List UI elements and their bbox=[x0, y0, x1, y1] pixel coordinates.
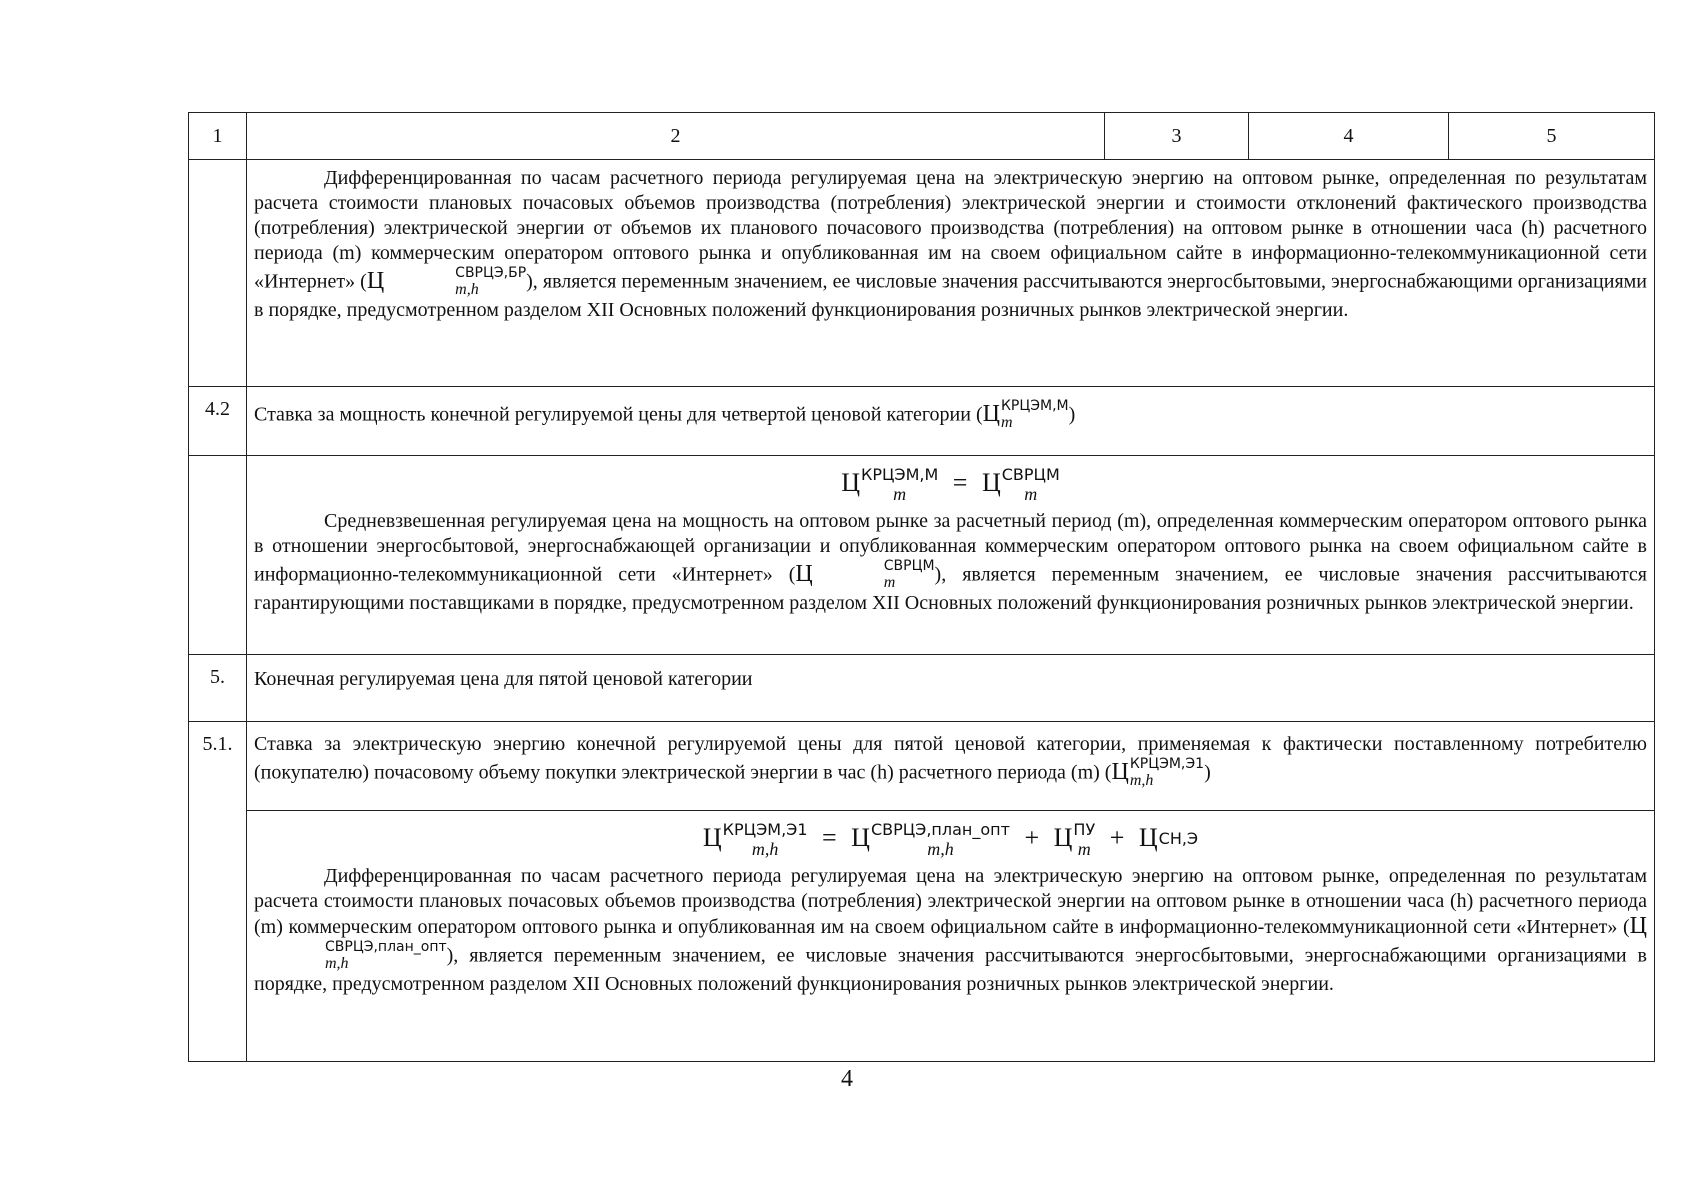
table-row-energy-formula bbox=[189, 811, 1655, 1062]
row-title: Ставка за мощность конечной регулируемой цены для четвертой ценовой категории ( bbox=[254, 403, 983, 426]
paragraph-energy bbox=[254, 864, 1647, 997]
symbol-base: Ц bbox=[1111, 758, 1129, 785]
symbol-scripts bbox=[723, 822, 808, 858]
symbol-subscript: m,h bbox=[455, 281, 479, 298]
row-number-cell: 4.2 bbox=[189, 387, 247, 456]
formula-capacity bbox=[254, 466, 1647, 503]
table-header-row bbox=[189, 113, 1655, 160]
symbol-superscript: КРЦЭМ,Э1 bbox=[1129, 756, 1205, 772]
plus-sign: + bbox=[1024, 823, 1040, 852]
symbol-subscript: m bbox=[893, 484, 907, 505]
equals-sign: = bbox=[822, 823, 837, 852]
row-content-cell bbox=[247, 655, 1655, 722]
paragraph-text: Дифференцированная по часам расчетного периода регулируемая цена на электрическую энергию на оптовом рынке, определенная по результатам расчета стоимости плановых почасовых объемов производства (потребления) электрической энергии и стоимости отклонений фактического производства (потребления) электрической энергии от объемов их планового почасового производства (потребления) на оптовом рынке в отношении часа (h) расчетного периода (m) коммерческим оператором оптового рынка и опубликованная им на своем официальном сайте в информационно-телекоммуникационной сети «Интернет» ( bbox=[254, 167, 1647, 293]
price-symbol bbox=[366, 265, 527, 298]
symbol-scripts bbox=[1073, 822, 1095, 858]
table-row-5-1 bbox=[189, 722, 1655, 811]
symbol-base: Ц bbox=[1138, 823, 1158, 852]
table-row-4-2 bbox=[189, 387, 1655, 456]
row-title: ) bbox=[1068, 403, 1076, 426]
symbol-superscript: СВРЦЭ,БР bbox=[455, 265, 527, 281]
row-number-cell: 5.1. bbox=[189, 722, 247, 1062]
symbol-scripts bbox=[861, 467, 938, 503]
page-number: 4 bbox=[841, 1066, 853, 1092]
symbol-subscript: m,h bbox=[927, 839, 954, 860]
header-col-3: 3 bbox=[1105, 113, 1249, 160]
symbol-base: Ц bbox=[841, 468, 860, 497]
symbol-superscript: СВРЦМ bbox=[883, 558, 935, 575]
symbol-scripts bbox=[1159, 831, 1198, 849]
symbol-subscript: m,h bbox=[751, 839, 779, 860]
header-col-5: 5 bbox=[1449, 113, 1655, 160]
row-content-cell bbox=[247, 811, 1655, 1062]
paragraph-text: ), является переменным значением, ее числовые значения рассчитываются энергосбытовыми, энергоснабжающими организациями в порядке, предусмотренном разделом XII Основных положений функционирования розничных рынков электрической энергии. bbox=[254, 270, 1648, 321]
symbol-subscript: m,h bbox=[1129, 772, 1154, 789]
price-symbol bbox=[1111, 756, 1205, 789]
symbol-base: Ц bbox=[366, 267, 385, 294]
paragraph-text: Средневзвешенная регулируемая цена на мощность на оптовом рынке за расчетный период (m), определенная коммерческим оператором оптового рынка в отношении энергосбытовой, энергоснабжающей организации и опубликованная коммерческим оператором оптового рынка на своем официальном сайте в информационно-телекоммуникационной сети «Интернет» ( bbox=[254, 510, 1647, 586]
symbol-base: Ц bbox=[795, 560, 813, 587]
symbol-base: Ц bbox=[702, 823, 722, 852]
symbol-superscript: КРЦЭМ,М bbox=[1000, 398, 1069, 414]
symbol-base: Ц bbox=[1053, 823, 1073, 852]
symbol-scripts bbox=[385, 266, 526, 298]
equals-sign: = bbox=[952, 468, 968, 497]
symbol-scripts bbox=[255, 940, 447, 972]
symbol-subscript: m bbox=[1024, 484, 1038, 505]
symbol-subscript: m,h bbox=[325, 955, 349, 973]
row-number-cell bbox=[189, 456, 247, 655]
paragraph-capacity bbox=[254, 509, 1647, 616]
table-row-capacity-formula bbox=[189, 456, 1655, 655]
paragraph-wholesale-br bbox=[254, 166, 1647, 323]
symbol-superscript: ПУ bbox=[1073, 820, 1096, 840]
row-number-cell bbox=[189, 160, 247, 387]
symbol-scripts bbox=[871, 822, 1010, 858]
paragraph-text: Дифференцированная по часам расчетного периода регулируемая цена на электрическую энергию на оптовом рынке, определенная по результатам расчета стоимости плановых почасовых объемов производства (потребления) электрической энергии на оптовом рынке в отношении часа (h) расчетного периода (m) коммерческим оператором оптового рынка и опубликованная им на своем официальном сайте в информационно-телекоммуникационной сети «Интернет» ( bbox=[254, 865, 1647, 939]
symbol-subscript: m bbox=[1077, 839, 1091, 860]
row-title: Конечная регулируемая цена для пятой ценовой категории bbox=[254, 668, 753, 690]
row-content-cell bbox=[247, 160, 1655, 387]
symbol-scripts bbox=[814, 559, 935, 591]
symbol-base: Ц bbox=[982, 400, 1000, 427]
symbol-subscript: m bbox=[1000, 414, 1013, 431]
symbol-scripts bbox=[1001, 399, 1069, 431]
symbol-base: Ц bbox=[981, 468, 1001, 497]
price-symbol bbox=[795, 558, 935, 592]
symbol-superscript: СН,Э bbox=[1158, 829, 1199, 849]
symbol-base: Ц bbox=[1629, 913, 1647, 940]
header-col-4: 4 bbox=[1249, 113, 1449, 160]
symbol-superscript: СВРЦЭ,план_опт bbox=[325, 939, 447, 956]
symbol-scripts bbox=[1002, 467, 1060, 503]
row-content-cell bbox=[247, 722, 1655, 811]
symbol-superscript: СВРЦЭ,план_опт bbox=[870, 820, 1010, 840]
symbol-subscript: m bbox=[883, 574, 896, 592]
symbol-scripts bbox=[1130, 757, 1204, 789]
row-content-cell bbox=[247, 387, 1655, 456]
table-row-wholesale-br bbox=[189, 160, 1655, 387]
symbol-superscript: СВРЦМ bbox=[1001, 465, 1060, 485]
row-title: Ставка за электрическую энергию конечной регулируемой цены для пятой ценовой категории, применяемая к фактически поставленному потребителю (покупателю) почасовому объему покупки электрической энергии в час (h) расчетного периода (m) ( bbox=[254, 733, 1647, 784]
header-col-1: 1 bbox=[189, 113, 247, 160]
paragraph-text: ), является переменным значением, ее числовые значения рассчитываются энергосбытовыми, энергоснабжающими организациями в порядке, предусмотренном разделом XII Основных положений функционирования розничных рынков электрической энергии. bbox=[254, 944, 1647, 996]
formula-energy bbox=[254, 821, 1647, 858]
table-row-5 bbox=[189, 655, 1655, 722]
symbol-superscript: КРЦЭМ,Э1 bbox=[722, 820, 808, 840]
price-symbol bbox=[982, 398, 1069, 431]
header-col-2: 2 bbox=[247, 113, 1105, 160]
row-content-cell bbox=[247, 456, 1655, 655]
symbol-superscript: КРЦЭМ,М bbox=[861, 465, 939, 485]
row-number-cell: 5. bbox=[189, 655, 247, 722]
row-title: ) bbox=[1204, 761, 1211, 784]
regulated-price-table bbox=[188, 112, 1655, 1062]
plus-sign: + bbox=[1109, 823, 1125, 852]
symbol-base: Ц bbox=[851, 823, 870, 852]
paragraph-text: ), является переменным значением, ее числовые значения рассчитываются гарантирующими поставщиками в порядке, предусмотренном разделом XII Основных положений функционирования розничных рынков электрической энергии. bbox=[254, 563, 1647, 615]
